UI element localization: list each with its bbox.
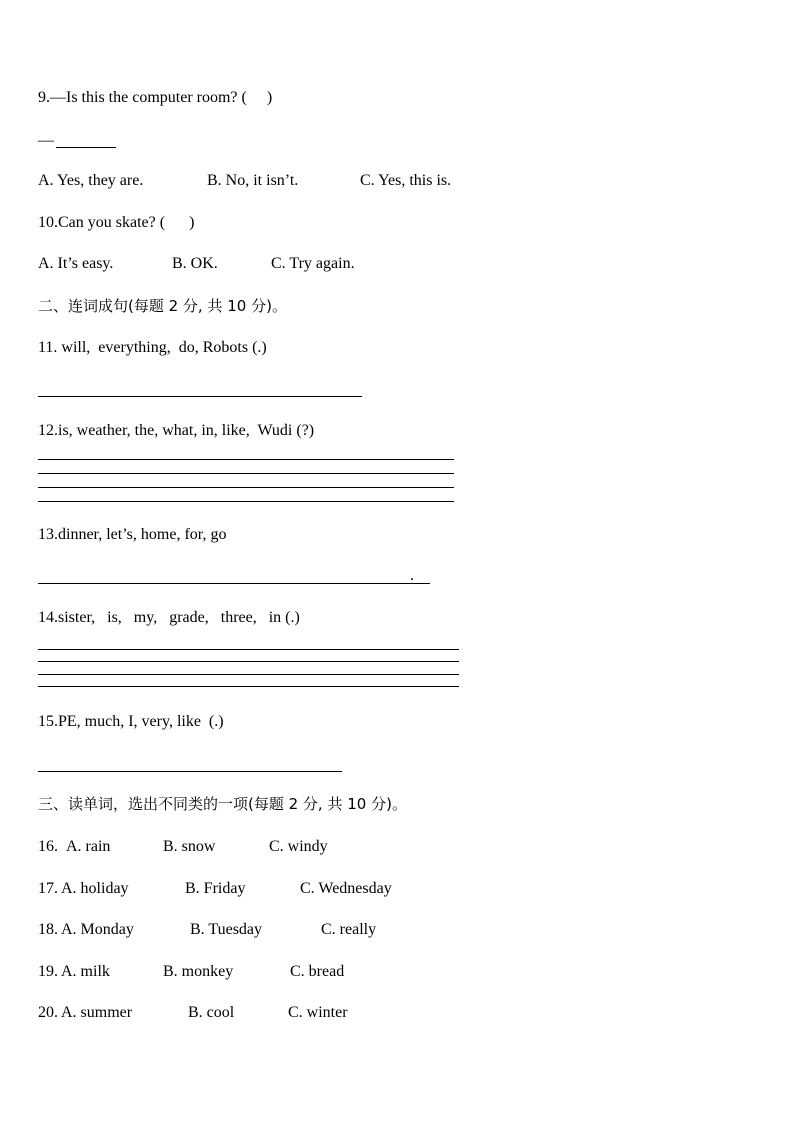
q16-option-c: C. windy (269, 838, 328, 855)
q9-dash: — (38, 132, 54, 149)
q13-answer-line-tail (418, 583, 430, 584)
q10-option-a: A. It’s easy. (38, 255, 114, 272)
q14-answer-line-4 (38, 686, 459, 687)
q20-option-c: C. winter (288, 1004, 348, 1021)
q15-prompt: 15.PE, much, I, very, like (.) (38, 713, 224, 730)
q18-option-a: A. Monday (61, 921, 134, 938)
q11-prompt: 11. will, everything, do, Robots (.) (38, 339, 267, 356)
q18-number: 18. (38, 921, 58, 938)
q12-answer-line-3 (38, 487, 454, 488)
q13-prompt: 13.dinner, let’s, home, for, go (38, 526, 227, 543)
q15-answer-line (38, 771, 342, 772)
q9-option-b: B. No, it isn’t. (207, 172, 299, 189)
q19-option-c: C. bread (290, 963, 345, 980)
q10-option-c: C. Try again. (271, 255, 355, 272)
q12-answer-line-4 (38, 501, 454, 502)
q12-answer-line-1 (38, 459, 454, 460)
q10-question: 10.Can you skate? ( ) (38, 214, 195, 231)
q13-period: . (410, 567, 414, 584)
q14-prompt: 14.sister, is, my, grade, three, in (.) (38, 609, 300, 626)
q17-option-b: B. Friday (185, 880, 246, 897)
q19-number: 19. (38, 963, 58, 980)
q14-answer-line-3 (38, 674, 459, 675)
q18-option-c: C. really (321, 921, 377, 938)
q20-option-a: A. summer (61, 1004, 133, 1021)
q9-option-a: A. Yes, they are. (38, 172, 144, 189)
q20-number: 20. (38, 1004, 58, 1021)
q9-answer-line (56, 147, 116, 148)
q20-option-b: B. cool (188, 1004, 235, 1021)
q12-answer-line-2 (38, 473, 454, 474)
q16-option-a: A. rain (66, 838, 111, 855)
q19-option-b: B. monkey (163, 963, 234, 980)
q18-option-b: B. Tuesday (190, 921, 263, 938)
section2-heading: 二、连词成句(每题 2 分, 共 10 分)。 (38, 297, 287, 315)
q10-option-b: B. OK. (172, 255, 218, 272)
q16-option-b: B. snow (163, 838, 216, 855)
q14-answer-line-2 (38, 661, 459, 662)
q17-number: 17. (38, 880, 58, 897)
q14-answer-line-1 (38, 649, 459, 650)
q9-option-c: C. Yes, this is. (360, 172, 452, 189)
q9-question: 9.—Is this the computer room? ( ) (38, 89, 273, 106)
q12-prompt: 12.is, weather, the, what, in, like, Wudi (?) (38, 422, 315, 439)
q13-answer-line (38, 583, 430, 584)
q17-option-a: A. holiday (61, 880, 129, 897)
q16-number: 16. (38, 838, 58, 855)
q19-option-a: A. milk (61, 963, 110, 980)
q11-answer-line (38, 396, 362, 397)
section3-heading: 三、读单词，选出不同类的一项(每题 2 分, 共 10 分)。 (38, 795, 407, 813)
q17-option-c: C. Wednesday (300, 880, 392, 897)
